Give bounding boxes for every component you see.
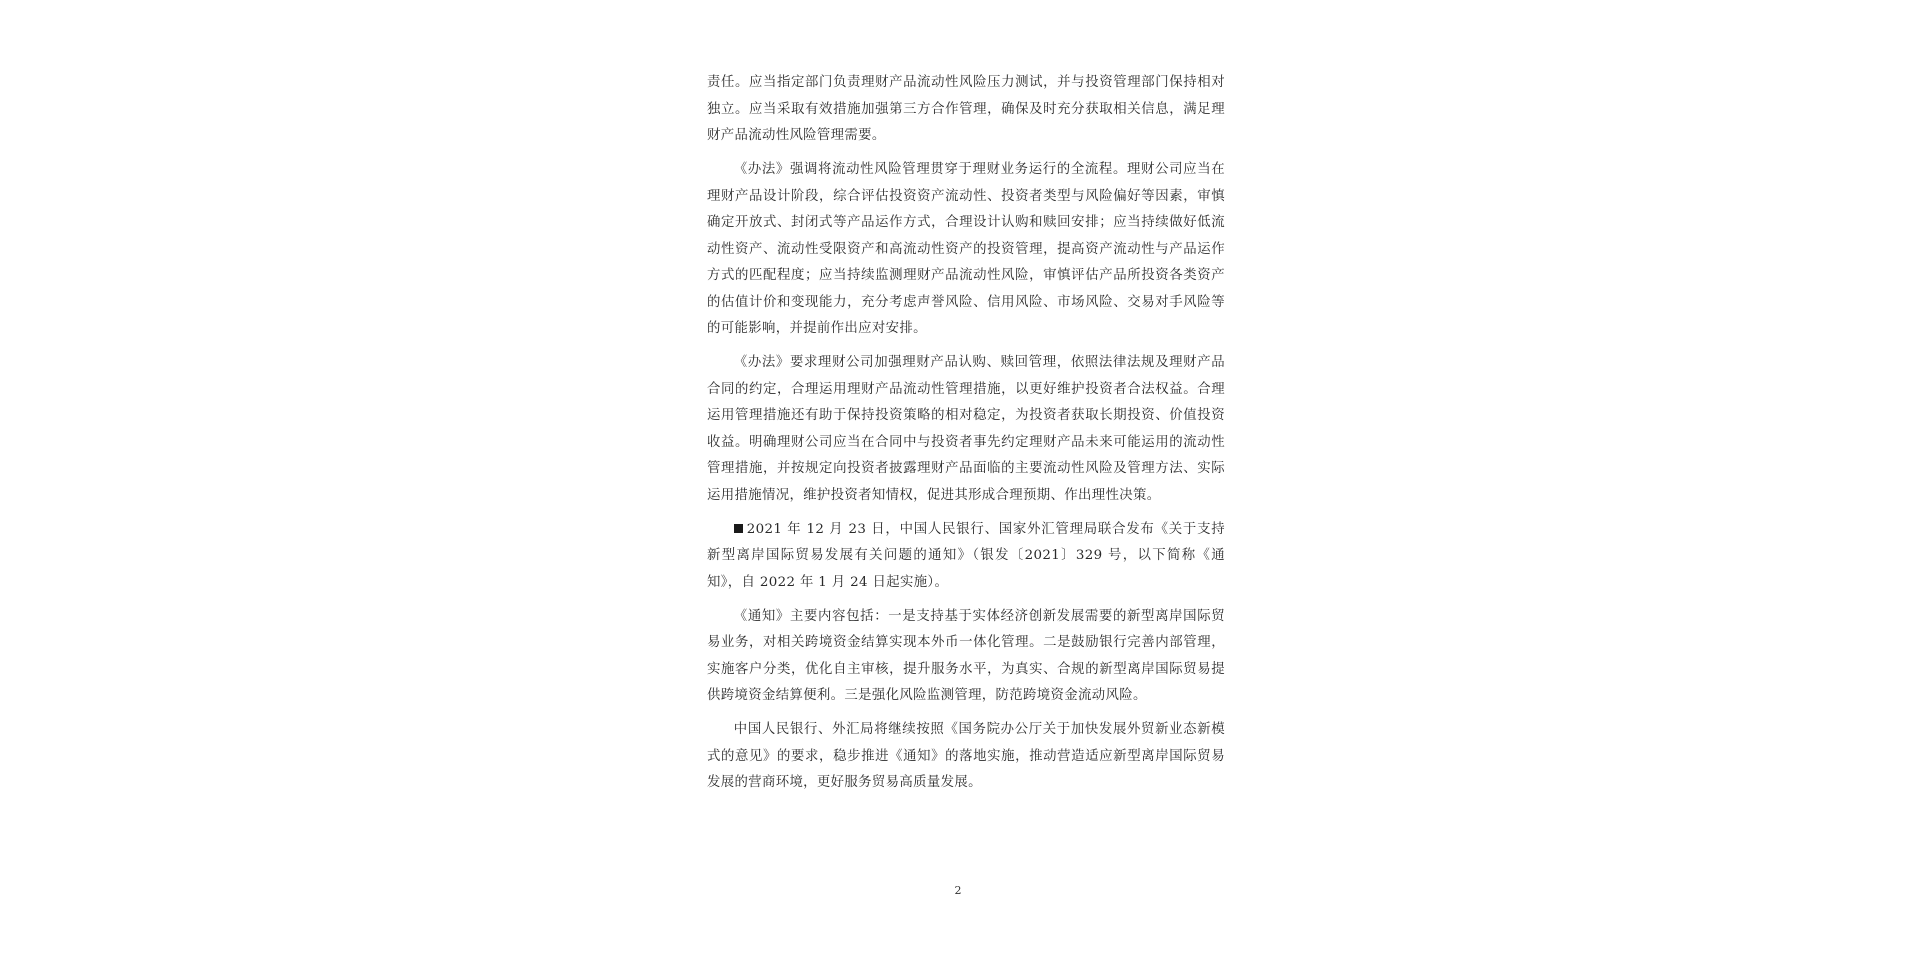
notice-announcement-text: 2021 年 12 月 23 日，中国人民银行、国家外汇管理局联合发布《关于支持新型离岸国际贸易发展有关问题的通知》（银发〔2021〕329 号，以下简称《通知》，自 2022 年 1 月 24 日起实施）。 bbox=[707, 521, 1225, 590]
paragraph-continued: 责任。应当指定部门负责理财产品流动性风险压力测试，并与投资管理部门保持相对独立。应当采取有效措施加强第三方合作管理，确保及时充分获取相关信息，满足理财产品流动性风险管理需要。 bbox=[707, 75, 1225, 143]
paragraph-next-steps: 中国人民银行、外汇局将继续按照《国务院办公厅关于加快发展外贸新业态新模式的意见》的要求，稳步推进《通知》的落地实施，推动营造适应新型离岸国际贸易发展的营商环境，更好服务贸易高质量发展。 bbox=[707, 722, 1225, 790]
page-number: 2 bbox=[954, 884, 962, 897]
document-body bbox=[707, 70, 1225, 804]
square-bullet-icon bbox=[734, 524, 743, 533]
paragraph-liquidity-process: 《办法》强调将流动性风险管理贯穿于理财业务运行的全流程。理财公司应当在理财产品设计阶段，综合评估投资资产流动性、投资者类型与风险偏好等因素，审慎确定开放式、封闭式等产品运作方式，合理设计认购和赎回安排；应当持续做好低流动性资产、流动性受限资产和高流动性资产的投资管理，提高资产流动性与产品运作方式的匹配程度；应当持续监测理财产品流动性风险，审慎评估产品所投资各类资产的估值计价和变现能力，充分考虑声誉风险、信用风险、市场风险、交易对手风险等的可能影响，并提前作出应对安排。 bbox=[707, 162, 1225, 336]
paragraph-subscription-redemption: 《办法》要求理财公司加强理财产品认购、赎回管理，依照法律法规及理财产品合同的约定，合理运用理财产品流动性管理措施，以更好维护投资者合法权益。合理运用管理措施还有助于保持投资策略的相对稳定，为投资者获取长期投资、价值投资收益。明确理财公司应当在合同中与投资者事先约定理财产品未来可能运用的流动性管理措施，并按规定向投资者披露理财产品面临的主要流动性风险及管理方法、实际运用措施情况，维护投资者知情权，促进其形成合理预期、作出理性决策。 bbox=[707, 355, 1225, 503]
paragraph-notice-content: 《通知》主要内容包括：一是支持基于实体经济创新发展需要的新型离岸国际贸易业务，对相关跨境资金结算实现本外币一体化管理。二是鼓励银行完善内部管理，实施客户分类，优化自主审核，提升服务水平，为真实、合规的新型离岸国际贸易提供跨境资金结算便利。三是强化风险监测管理，防范跨境资金流动风险。 bbox=[707, 608, 1225, 703]
paragraph-notice-announcement bbox=[707, 517, 1225, 597]
